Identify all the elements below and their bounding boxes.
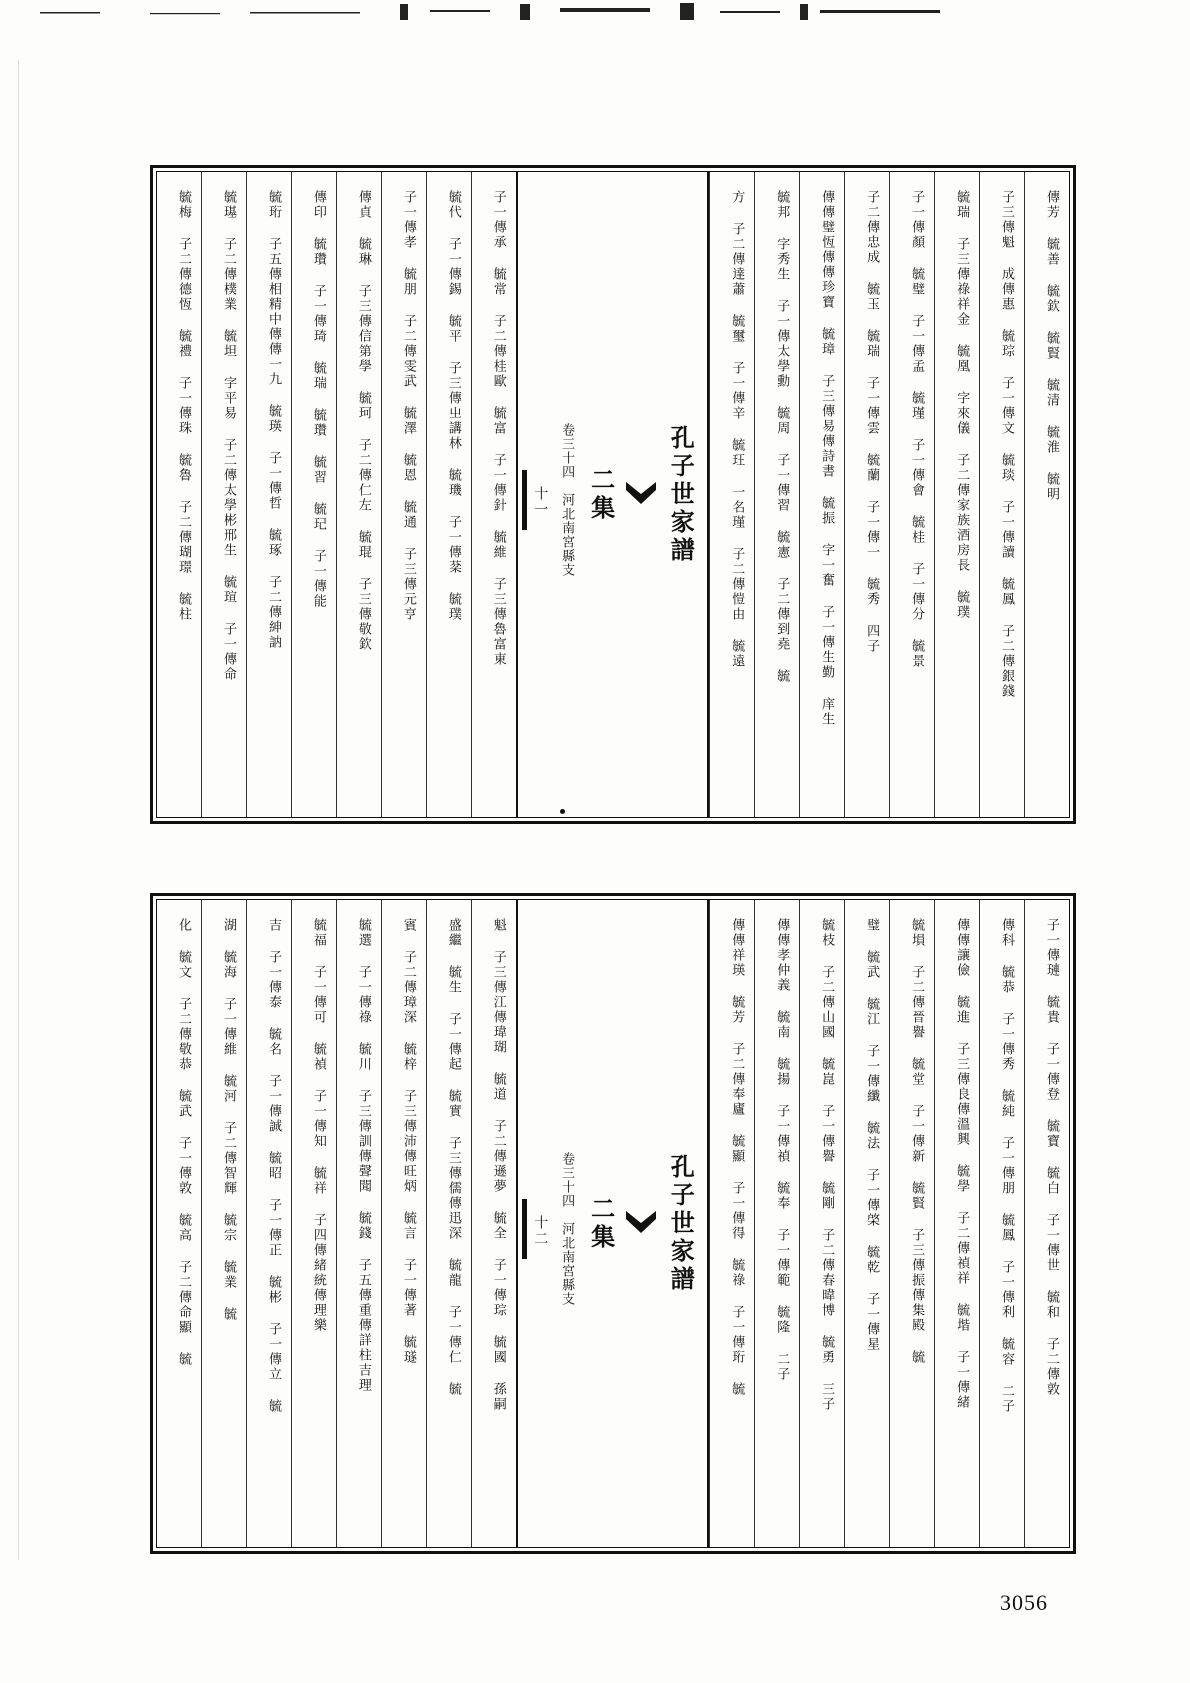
entry-column: 傳芳 毓善 毓欽 毓賢 毓清 毓淮 毓明 <box>1024 172 1069 817</box>
entry-column: 毓塤 子二傳晉譽 毓堂 子一傳新 毓賢 子三傳振傳集殿 毓 <box>889 900 934 1547</box>
entry-column: 子一傳顏 毓璧 子一傳孟 毓瑾 子一傳會 毓桂 子一傳分 毓景 <box>889 172 934 817</box>
entry-column: 方 子二傳達蕭 毓璽 子一傳辛 毓玨 一名瑾 子二傳愷由 毓遠 <box>709 172 754 817</box>
page-gutter-line <box>18 60 19 1560</box>
entry-column: 毓福 子一傳可 毓禎 子一傳知 毓祥 子四傳緒統傳理樂 <box>291 900 336 1547</box>
folio-number: 十二 <box>532 1214 549 1247</box>
entry-column: 毓代 子一傳錫 毓平 子三傳㞢講林 毓璣 子一傳棻 毓璞 <box>426 172 471 817</box>
fishtail-mark-icon <box>624 478 658 512</box>
ink-dot <box>560 809 565 814</box>
header-rule <box>522 470 527 530</box>
entry-column: 化 毓文 子二傳敬恭 毓武 子一傳敦 毓高 子二傳命顯 毓 <box>176 918 191 1367</box>
block-center-header <box>516 900 709 1547</box>
entry-column: 傳科 毓恭 子一傳秀 毓純 子一傳朋 毓鳳 子一傳利 毓容 二子 <box>979 900 1024 1547</box>
entry-column: 子二傳忠成 毓玉 毓瑞 子一傳雲 毓蘭 子一傳一 毓秀 四子 <box>844 172 889 817</box>
entry-column: 子一傳孝 毓朋 子二傳雯武 毓澤 毓恩 毓通 子三傳元亨 <box>381 172 426 817</box>
header-rule <box>522 1199 527 1259</box>
entry-column: 盛繼 毓生 子一傳起 毓實 子三傳儒傳迅深 毓龍 子一傳仁 毓 <box>426 900 471 1547</box>
entry-column: 子一傳承 毓常 子二傳桂歐 毓富 子一傳針 毓維 子三傳魯富東 <box>471 172 516 817</box>
entry-column: 傳傳璧恆傳傳珍寶 毓璋 子三傳易傳詩書 毓振 字一奮 子一傳生勤 庠生 <box>799 172 844 817</box>
top-edge-ink-marks <box>0 0 1190 24</box>
folio-number: 十一 <box>532 485 549 518</box>
entry-column: 毓珩 子五傳相精中傳傳一九 毓瑛 子一傳哲 毓琢 子二傳紳訥 <box>246 172 291 817</box>
entry-column: 璧 毓武 毓江 子一傳纖 毓法 子一傳棨 毓乾 子一傳星 <box>844 900 889 1547</box>
entry-column: 傳傳祥瑛 毓芳 子二傳奉廬 毓顯 子一傳得 毓祿 子一傳珩 毓 <box>709 900 754 1547</box>
entry-column: 毓枝 子二傳山國 毓崑 子一傳譽 毓剛 子二傳春暐博 毓勇 三子 <box>799 900 844 1547</box>
entry-column: 毓邦 字秀生 子一傳太學勳 毓周 子一傳習 毓憲 子二傳到堯 毓 <box>754 172 799 817</box>
collection-label: 二集 <box>586 466 616 523</box>
entry-column: 賓 子二傳璋深 毓梓 子三傳沛傳旺炳 毓言 子一傳著 毓璲 <box>381 900 426 1547</box>
entry-column: 傳傳孝仲義 毓南 毓揚 子一傳禎 毓奉 子一傳範 毓隆 二子 <box>754 900 799 1547</box>
entry-column: 魁 子三傳江傳瑋瑚 毓道 子二傳遜夢 毓全 子一傳琮 毓國 孫嗣 <box>471 900 516 1547</box>
entry-column: 吉 子一傳泰 毓名 子一傳誠 毓昭 子一傳正 毓彬 子一傳立 毓 <box>246 900 291 1547</box>
entry-column: 子一傳璉 毓貴 子一傳登 毓寶 毓白 子一傳世 毓和 子二傳敦 <box>1024 900 1069 1547</box>
book-title: 孔子世家譜 <box>666 424 696 565</box>
entry-column: 湖 毓海 子一傳維 毓河 子二傳智輝 毓宗 毓業 毓 <box>201 900 246 1547</box>
page-number: 3056 <box>1000 1590 1048 1615</box>
block-center-header <box>516 172 709 817</box>
volume-label: 卷三十四 河北南宮縣支 <box>559 1151 575 1306</box>
entry-column: 毓璂 子二傳樸業 毓坦 字平易 子二傳太學彬邢生 毓瑄 子一傳命 <box>201 172 246 817</box>
volume-label: 卷三十四 河北南宮縣支 <box>559 422 575 577</box>
entry-column: 毓瑞 子三傳祿祥金 毓凰 字來儀 子二傳家族酒房長 毓璞 <box>934 172 979 817</box>
entry-column: 傳印 毓瓚 子一傳琦 毓瑞 毓瓚 毓習 毓玘 子一傳能 <box>291 172 336 817</box>
genealogy-block-bottom <box>150 893 1076 1554</box>
entry-column: 傳貞 毓琳 子三傳信第學 毓珂 子二傳仁左 毓琨 子三傳敬欽 <box>336 172 381 817</box>
book-title: 孔子世家譜 <box>666 1153 696 1294</box>
fishtail-mark-icon <box>624 1207 658 1241</box>
entry-column: 傳傳讓儉 毓進 子三傳良傳溫興 毓學 子二傳禎祥 毓堦 子一傳緒 <box>934 900 979 1547</box>
entry-column: 子三傳魁 成傳惠 毓琮 子一傳文 毓琰 子一傳讀 毓鳳 子二傳銀錢 <box>979 172 1024 817</box>
entry-column: 毓梅 子二傳德恆 毓禮 子一傳珠 毓魯 子二傳瑚璟 毓柱 <box>176 190 191 622</box>
entry-column: 毓選 子一傳祿 毓川 子三傳訓傳聲聞 毓錢 子五傳重傳詳柱吉理 <box>336 900 381 1547</box>
genealogy-block-top <box>150 165 1076 824</box>
collection-label: 二集 <box>586 1195 616 1252</box>
